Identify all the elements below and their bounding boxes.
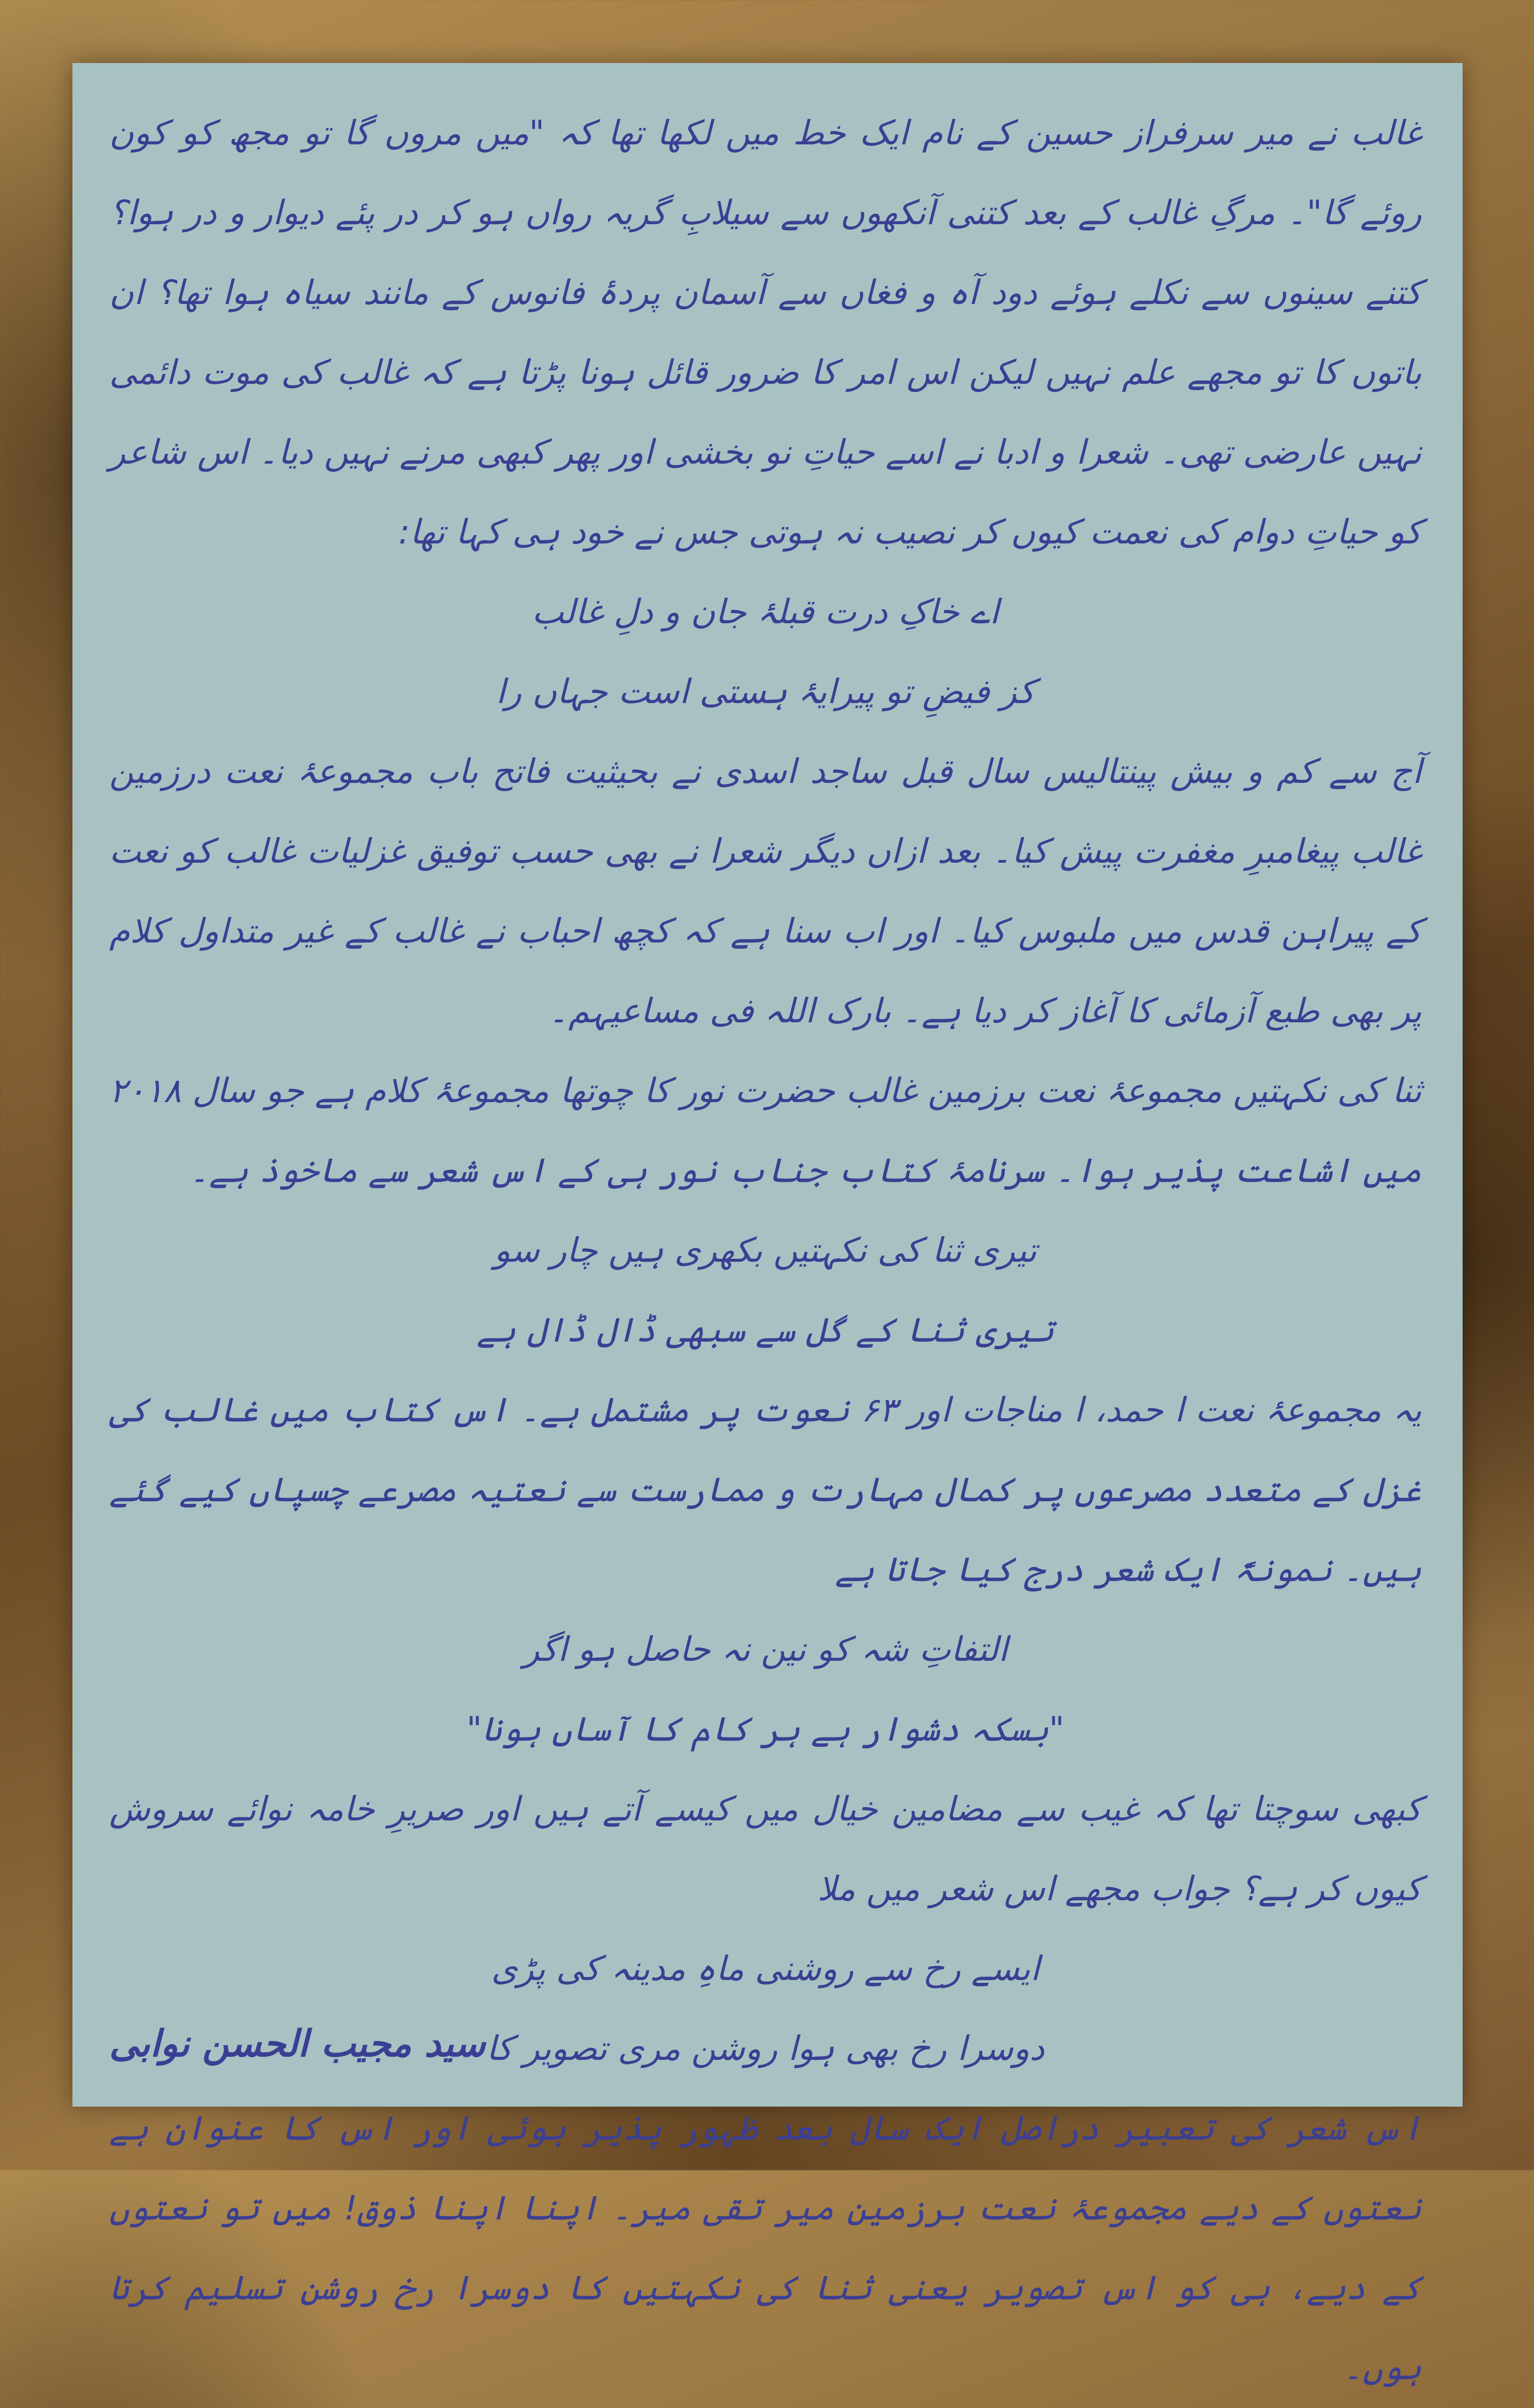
author-signature: سید مجیب الحسن نوابی [109, 2022, 486, 2065]
article-panel [72, 63, 1463, 2388]
paragraph-3: ثنا کی نکہتیں مجموعۂ نعت برزمین غالب حضرت نور کا چوتھا مجموعۂ کلام ہے جو سال ۲۰۱۸ میں اشاعت پذیر ہوا۔ سرنامۂ کتاب جناب نور ہی کے اس شعر سے ماخوذ ہے۔ [109, 1072, 1422, 1190]
verse-3-line-2: "بسکہ دشوار ہے ہر کام کا آساں ہونا" [466, 1710, 1065, 1749]
verse-1-line-1: اے خاکِ درت قبلۂ جان و دلِ غالب [532, 593, 999, 632]
paragraph-4: یہ مجموعۂ نعت ا حمد، ا مناجات اور ۶۳ نعوت پر مشتمل ہے۔ اس کتاب میں غالب کی غزل کے متعدد مصرعوں پر کمال مہارت و ممارست سے نعتیہ مصرعے چسپاں کیے گئے ہیں۔ نمونۃً ایک شعر درج کیا جاتا ہے [109, 1391, 1422, 1589]
verse-2-line-2: تیری ثنا کے گل سے سبھی ڈال ڈال ہے [476, 1311, 1055, 1350]
verse-2-line-1: تیری ثنا کی نکہتیں بکھری ہیں چار سو [494, 1231, 1037, 1270]
verse-1-line-2: کز فیضِ تو پیرایۂ ہستی است جہاں را [496, 673, 1035, 711]
article-body [109, 93, 1422, 2388]
paragraph-1: غالب نے میر سرفراز حسین کے نام ایک خط میں لکھا تھا کہ "میں مروں گا تو مجھ کو کون روئے گا"۔ مرگِ غالب کے بعد کتنی آنکھوں سے سیلابِ گریہ رواں ہو کر در پئے دیوار و در ہوا؟ کتنے سینوں سے نکلے ہوئے دود آہ و فغاں سے آسمان پردۂ فانوس کے مانند سیاہ ہوا تھا؟ ان باتوں کا تو مجھے علم نہیں لیکن اس امر کا ضرور قائل ہونا پڑتا ہے کہ غالب کی موت دائمی نہیں عارضی تھی۔ شعرا و ادبا نے اسے حیاتِ نو بخشی اور پھر کبھی مرنے نہیں دیا۔ اس شاعر کو حیاتِ دوام کی نعمت کیوں کر نصیب نہ ہوتی جس نے خود ہی کہا تھا: [109, 114, 1422, 552]
verse-4-line-1: ایسے رخ سے روشنی ماہِ مدینہ کی پڑی [491, 1950, 1040, 1988]
paragraph-6: اس شعر کی تعبیر دراصل ایک سال بعد ظہور پذیر ہوئی اور اس کا عنوان ہے نعتوں کے دیے مجموعۂ نعت برزمین میر تقی میر۔ اپنا اپنا ذوق! میں تو نعتوں کے دیے، ہی کو اس تصویر یعنی ثنا کی نکہتیں کا دوسرا رخ روشن تسلیم کرتا ہوں۔ [109, 2109, 1422, 2388]
verse-4-line-2: دوسرا رخ بھی ہوا روشن مری تصویر کا [486, 2029, 1045, 2068]
verse-3-line-1: التفاتِ شہ کو نین نہ حاصل ہو اگر [523, 1630, 1008, 1669]
paragraph-2: آج سے کم و بیش پینتالیس سال قبل ساجد اسدی نے بحیثیت فاتح باب مجموعۂ نعت درزمین غالب پیغامبرِ مغفرت پیش کیا۔ بعد ازاں دیگر شعرا نے بھی حسب توفیق غزلیات غالب کو نعت کے پیراہن قدس میں ملبوس کیا۔ اور اب سنا ہے کہ کچھ احباب نے غالب کے غیر متداول کلام پر بھی طبع آزمائی کا آغاز کر دیا ہے۔ بارک اللہ فی مساعیہم۔ [109, 752, 1422, 1031]
paragraph-5: کبھی سوچتا تھا کہ غیب سے مضامین خیال میں کیسے آتے ہیں اور صریرِ خامہ نوائے سروش کیوں کر ہے؟ جواب مجھے اس شعر میں ملا [109, 1790, 1422, 1909]
